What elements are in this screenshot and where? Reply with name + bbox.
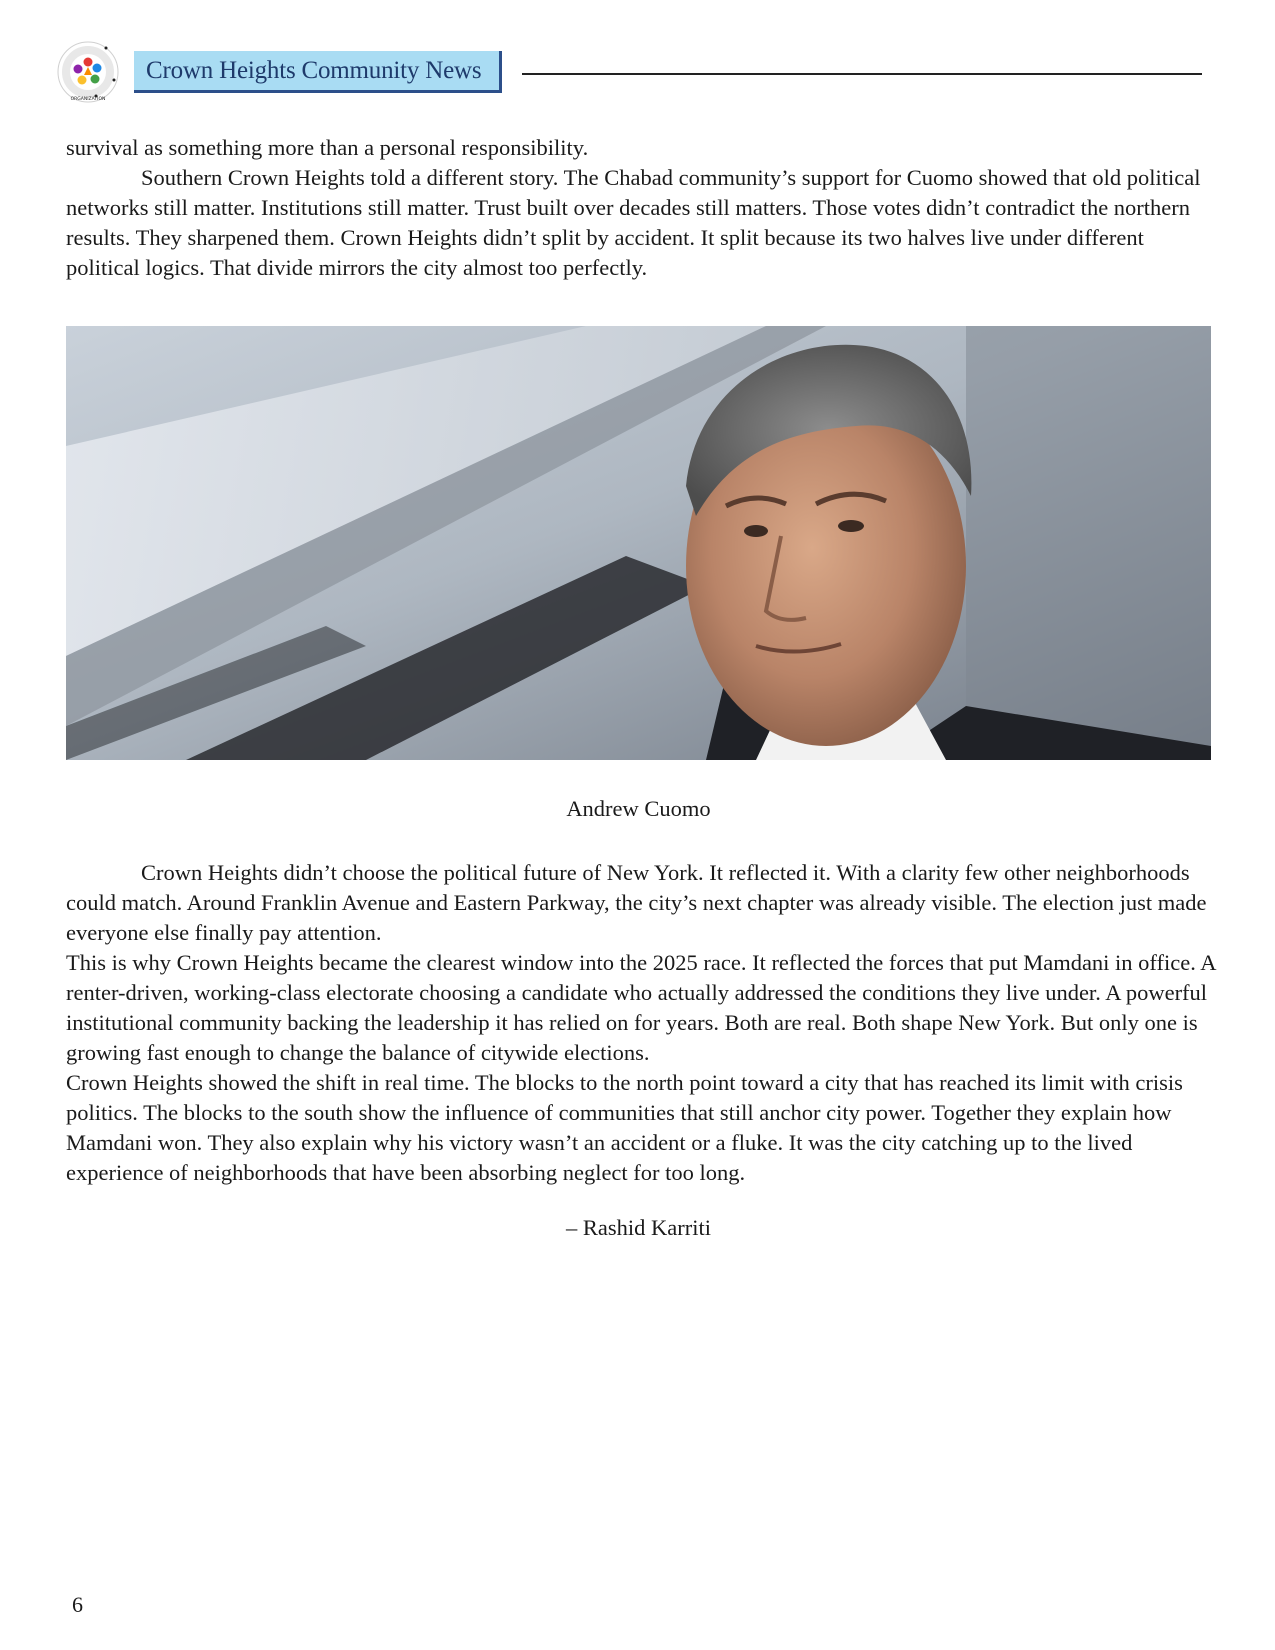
paragraph: Crown Heights didn’t choose the political future of New York. It reflected it. With a clarity few other neighborhoods could match. Around Franklin Avenue and Eastern Parkway, the city’s next chapter was already visible. The election just made everyone else finally pay attention.: [66, 860, 1207, 945]
header-rule: [522, 73, 1202, 75]
masthead: [56, 40, 1206, 102]
publication-title: Crown Heights Community News: [134, 51, 502, 93]
article-bottom-text: [66, 858, 1216, 1188]
paragraph: This is why Crown Heights became the clearest window into the 2025 race. It reflected the forces that put Mamdani in office. A renter-driven, working-class electorate choosing a candidate who actually addressed the conditions they live under. A powerful institutional community backing the leadership it has relied on for years. Both are real. Both shape New York. But only one is growing fast enough to change the balance of citywide elections.: [66, 950, 1216, 1065]
page-number: 6: [72, 1592, 83, 1617]
article-photo: [66, 326, 1211, 760]
photo-caption: Andrew Cuomo: [566, 796, 711, 821]
paragraph: Crown Heights showed the shift in real time. The blocks to the north point toward a city that has reached its limit with crisis politics. The blocks to the south show the influence of communities that still anchor city power. Together they explain how Mamdani won. They also explain why his victory wasn’t an accident or a fluke. It was the city catching up to the lived experience of neighborhoods that have been absorbing neglect for too long.: [66, 1070, 1183, 1185]
svg-text:ORGANIZATION: ORGANIZATION: [70, 97, 106, 102]
community-logo-icon: [56, 40, 120, 104]
article-top-text: [66, 133, 1216, 283]
paragraph-continuation: survival as something more than a personal responsibility.: [66, 135, 589, 160]
author-byline: – Rashid Karriti: [566, 1215, 711, 1240]
paragraph: Southern Crown Heights told a different story. The Chabad community’s support for Cuomo showed that old political networks still matter. Institutions still matter. Trust built over decades still matters. Those votes didn’t contradict the northern results. They sharpened them. Crown Heights didn’t split by accident. It split because its two halves live under different political logics. That divide mirrors the city almost too perfectly.: [66, 165, 1201, 280]
